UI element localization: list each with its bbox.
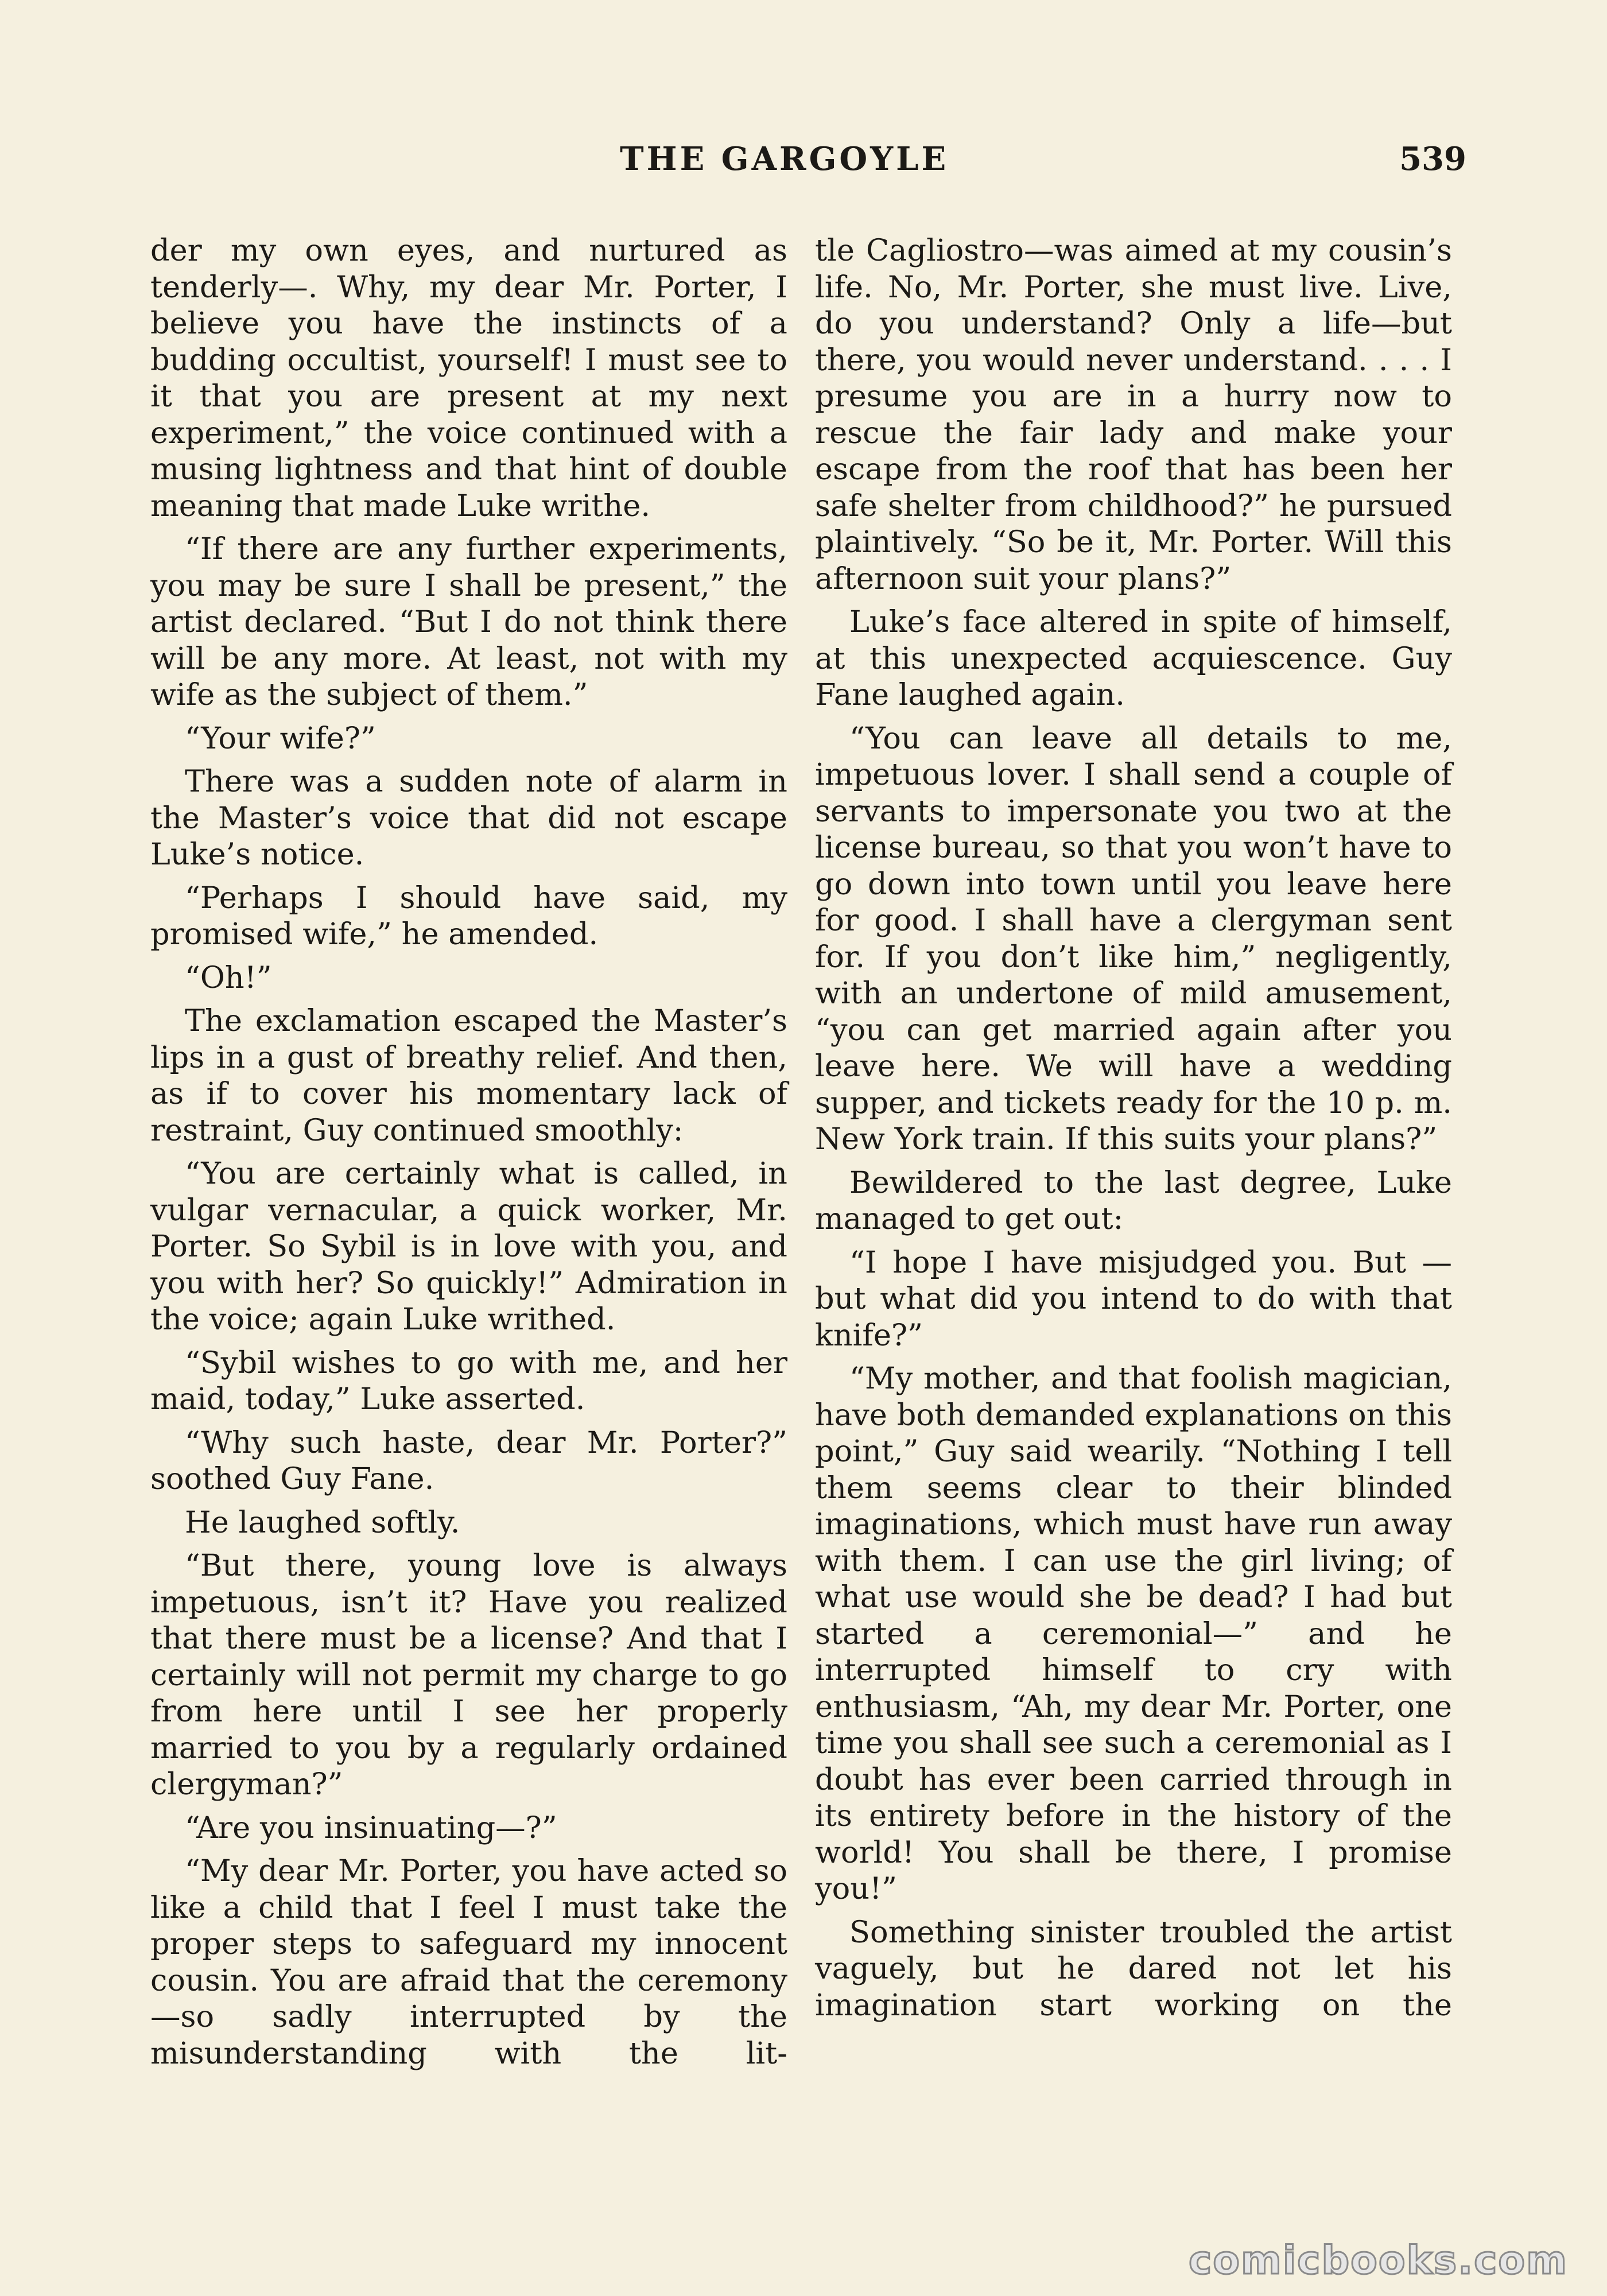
paragraph: “My mother, and that foolish magician, have both demanded explanations on this point,” Guy said wearily. “Nothing I tell them seems clear to their blinded imaginations, which must have run away with them. I can use the girl living; of what use would she be dead? I had but started a ceremonial—” and he interrupted himself to cry with enthusiasm, “Ah, my dear Mr. Porter, one time you shall see such a ceremonial as I doubt has ever been carried through in its entirety before in the history of the world! You shall be there, I promise you!” [815,1361,1452,1906]
paragraph: He laughed softly. [185,1504,460,1540]
paragraph: Bewildered to the last degree, Luke managed to get out: [815,1165,1452,1236]
paragraph: “But there, young love is always impetuous, isn’t it? Have you realized that there must be a license? And that I certainly will not permit my charge to go from here until I see her properly married to you by a regularly ordained clergyman?” [150,1548,787,1802]
paragraph: “You are certainly what is called, in vulgar vernacular, a quick worker, Mr. Porter. So Sybil is in love with you, and you with her? So quickly!” Admiration in the voice; again Luke writhed. [150,1156,787,1337]
paragraph: tle Cagliostro—was aimed at my cousin’s life. No, Mr. Porter, she must live. Live, do you understand? Only a life—but there, you would never understand. . . . I presume you are in a hurry now to rescue the fair lady and make your escape from the roof that has been her safe shelter from childhood?” he pursued plaintively. “So be it, Mr. Porter. Will this afternoon suit your plans?” [815,233,1452,596]
paragraph: “I hope I have misjudged you. But —but what did you intend to do with that knife?” [815,1244,1452,1353]
left-column [150,232,787,2078]
running-title: THE GARGOYLE [620,140,949,178]
paragraph: “Are you insinuating—?” [185,1810,557,1845]
paragraph: “Oh!” [185,960,272,995]
paragraph: “You can leave all details to me, impetuous lover. I shall send a couple of servants to impersonate you two at the license bureau, so that you won’t have to go down into town until you leave here for good. I shall have a clergyman sent for. If you don’t like him,” negligently, with an undertone of mild amusement, “you can get married again after you leave here. We will have a wedding supper, and tickets ready for the 10 p. m. New York train. If this suits your plans?” [815,720,1452,1157]
paragraph: “Sybil wishes to go with me, and her maid, today,” Luke asserted. [150,1345,787,1417]
paragraph: The exclamation escaped the Master’s lips in a gust of breathy relief. And then, as if to cover his momentary lack of restraint, Guy continued smoothly: [150,1003,787,1148]
paragraph: “Your wife?” [185,720,376,756]
paragraph: Luke’s face altered in spite of himself, at this unexpected acquiescence. Guy Fane laughed again. [815,604,1452,712]
paragraph: der my own eyes, and nurtured as tenderly—. Why, my dear Mr. Porter, I believe you have the instincts of a budding occultist, yourself! I must see to it that you are present at my next experiment,” the voice continued with a musing lightness and that hint of double meaning that made Luke writhe. [150,233,787,523]
right-column [815,232,1452,2030]
paragraph: “Why such haste, dear Mr. Porter?” soothed Guy Fane. [150,1425,787,1496]
page-number: 539 [1399,140,1466,178]
paragraph: Something sinister troubled the artist vaguely, but he dared not let his imagination start working on the [815,1914,1452,2023]
page-header [620,140,1466,186]
paragraph: There was a sudden note of alarm in the Master’s voice that did not escape Luke’s notice. [150,764,787,872]
watermark: comicbooks.com [1188,2238,1568,2283]
paragraph: “My dear Mr. Porter, you have acted so like a child that I feel I must take the proper steps to safeguard my innocent cousin. You are afraid that the ceremony—so sadly interrupted by the misunderstanding with the lit- [150,1853,787,2071]
paragraph: “If there are any further experiments, you may be sure I shall be present,” the artist declared. “But I do not think there will be any more. At least, not with my wife as the subject of them.” [150,532,787,712]
paragraph: “Perhaps I should have said, my promised wife,” he amended. [150,880,787,952]
